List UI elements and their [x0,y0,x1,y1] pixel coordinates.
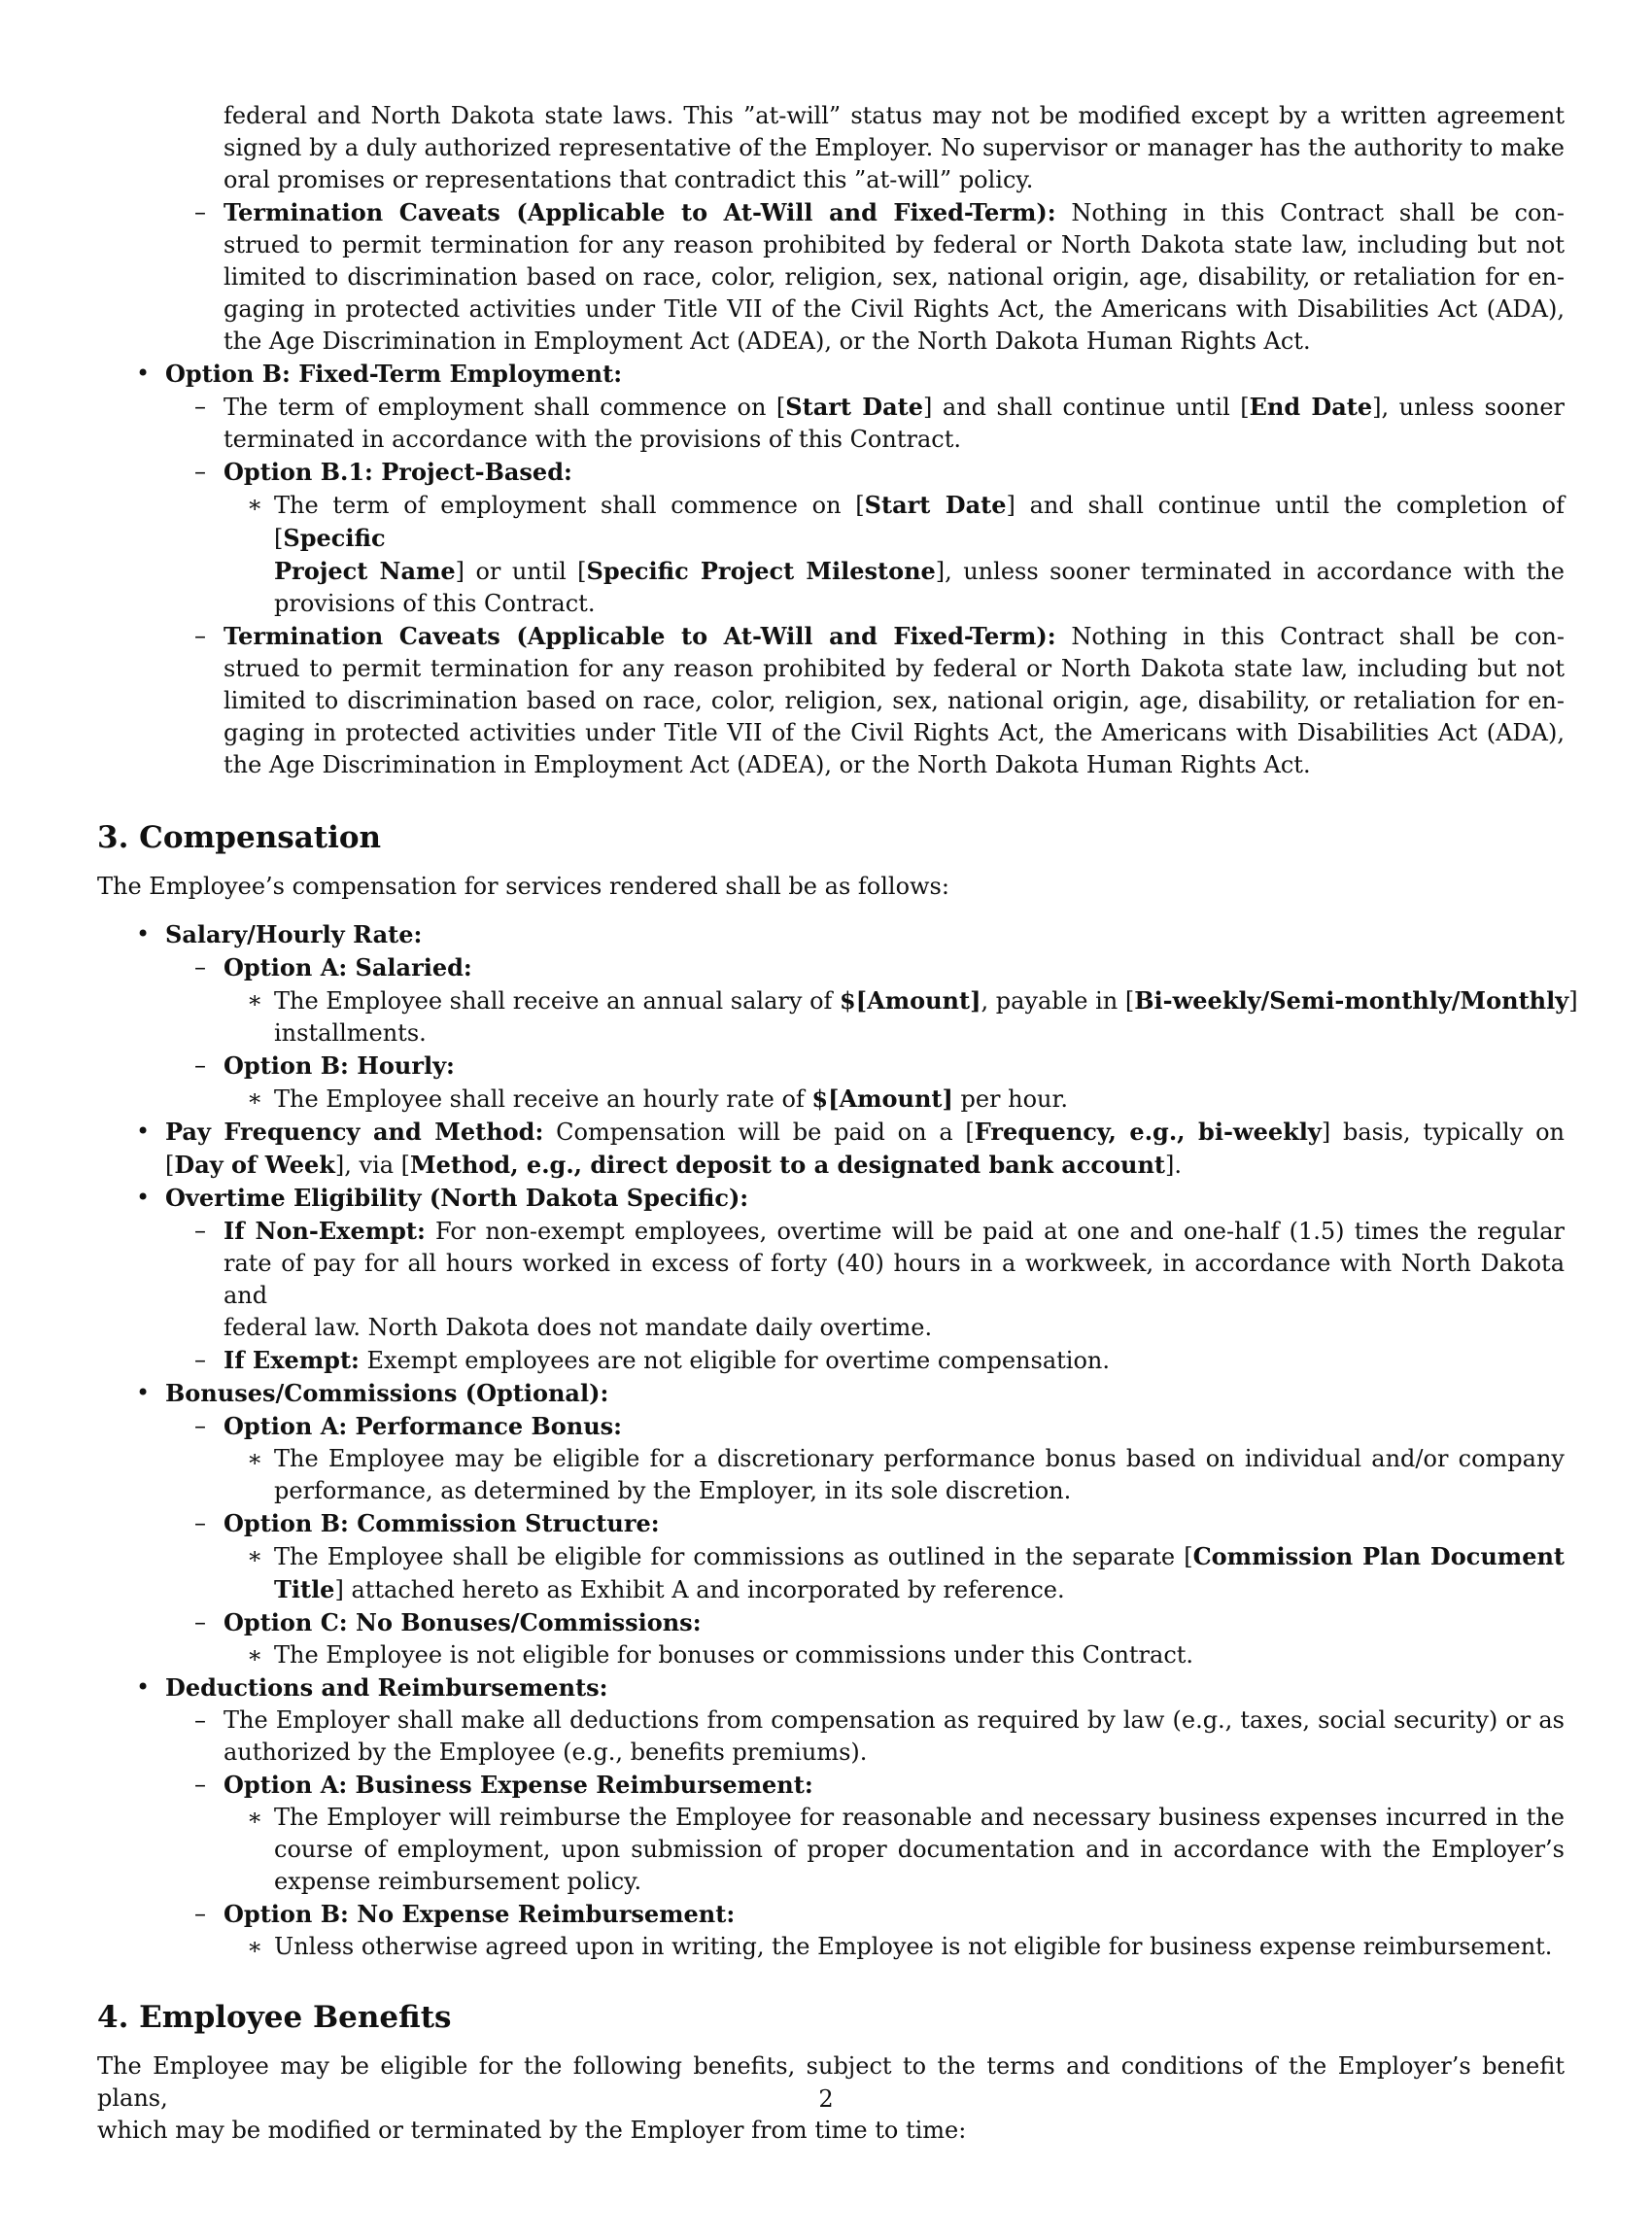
text-run: ], unless sooner [1372,394,1565,421]
commission-heading: Option B: Commission Structure: [224,1509,660,1537]
text-run: Exempt employees are not eligible for overtime compensation. [359,1347,1110,1374]
dash-marker: – [194,1346,206,1373]
text-run: ] [1568,987,1578,1015]
bullet-marker: • [136,360,151,387]
text-line: limited to discrimination based on race, color, religion, sex, national origin, age, disability, or retaliation for en- [224,263,1565,291]
text-line: authorized by the Employee (e.g., benefits premiums). [224,1739,868,1766]
text-line: Nothing in this Contract shall be con- [1071,623,1565,650]
dash-marker: – [194,393,206,420]
deductions-reimbursements [97,1671,1565,1963]
text-run: ], via [ [334,1152,411,1179]
dash-marker: – [194,1771,206,1798]
exempt-label: If Exempt: [224,1346,360,1374]
document-page [97,0,1578,2238]
text-run: The Employee shall be eligible for commissions as outlined in the separate [ [274,1543,1193,1570]
dash-marker: – [194,1217,206,1244]
text-line: federal and North Dakota state laws. This ”at-will” status may not be modified except by a written agreement [224,102,1565,129]
text-run: ] attached hereto as Exhibit A and incorporated by reference. [334,1576,1065,1603]
start-date-placeholder: Start Date [864,491,1007,519]
dash-marker: – [194,1900,206,1927]
star-marker: ∗ [247,1804,263,1831]
text-line: strued to permit termination for any reason prohibited by federal or North Dakota state law, including but not [224,231,1565,258]
text-run: , payable in [ [981,987,1135,1015]
dash-marker: – [194,1509,206,1536]
text-line: the Age Discrimination in Employment Act (ADEA), or the North Dakota Human Rights Act. [224,751,1311,778]
salary-hourly-rate [97,918,1578,1116]
day-placeholder: Day of Week [174,1151,335,1179]
reimbursement-heading: Option A: Business Expense Reimbursement: [224,1771,813,1799]
section-4-intro-line: The Employee may be eligible for the following benefits, subject to the terms and conditions of the Employer’s benefit plans, [97,2052,1565,2112]
caveat-label: Termination Caveats (Applicable to At-Will and Fixed-Term): [224,198,1056,226]
text-run: The term of employment shall commence on [ [224,394,786,421]
star-marker: ∗ [247,1445,263,1472]
text-run: The Employer shall make all deductions from compensation as required by law (e.g., taxes, social security) or as [224,1706,1565,1734]
text-line: strued to permit termination for any reason prohibited by federal or North Dakota state law, including but not [224,655,1565,682]
text-line: Nothing in this Contract shall be con- [1071,199,1565,226]
text-run: The Employee is not eligible for bonuses or commissions under this Contract. [274,1641,1194,1669]
text-line: gaging in protected activities under Title VII of the Civil Rights Act, the Americans with Disabilities Act (ADA), [224,719,1565,746]
salary-heading: Salary/Hourly Rate: [165,920,423,948]
option-b-heading: Option B: Fixed-Term Employment: [165,360,623,388]
page-number: 2 [818,2085,834,2113]
dash-marker: – [194,1608,206,1635]
at-will-continuation [97,100,1565,196]
pay-frequency-method [97,1116,1565,1182]
text-run: Compensation will be paid on a [ [543,1119,975,1146]
non-exempt-label: If Non-Exempt: [224,1217,426,1245]
amount-placeholder: $[Amount] [811,1085,953,1113]
text-line: expense reimbursement policy. [274,1868,642,1895]
text-line: federal law. North Dakota does not mandate daily overtime. [224,1314,933,1341]
text-run: ], unless sooner terminated in accordance with the [935,558,1565,585]
section-3-title: 3. Compensation [97,820,382,855]
dash-marker: – [194,953,206,981]
text-run: ] or until [ [455,558,587,585]
text-line: terminated in accordance with the provisions of this Contract. [224,426,961,453]
text-run: The Employee shall receive an annual salary of [274,987,841,1015]
text-line: rate of pay for all hours worked in excess of forty (40) hours in a workweek, in accordance with North Dakota and [224,1250,1565,1309]
text-run: The Employer will reimburse the Employee for reasonable and necessary business expenses incurred in the [274,1804,1565,1831]
bullet-marker: • [136,1184,151,1211]
section-3-intro: The Employee’s compensation for services rendered shall be as follows: [97,873,949,900]
text-run: ] and shall continue until [ [922,394,1250,421]
star-marker: ∗ [247,986,263,1014]
text-run: ] and shall continue until the completion of [ [274,492,1565,552]
dash-marker: – [194,1051,206,1079]
bullet-marker: • [136,920,151,947]
caveat-label: Termination Caveats (Applicable to At-Will and Fixed-Term): [224,622,1056,650]
text-run: The Employee may be eligible for a discretionary performance bonus based on individual and/or company [274,1445,1565,1472]
text-run: The Employee shall receive an hourly rate of [274,1085,812,1113]
text-run: ]. [1165,1152,1183,1179]
termination-caveats-2 [97,620,1565,781]
text-run: The term of employment shall commence on [ [274,492,865,519]
project-name-placeholder: Specific [283,524,386,552]
star-marker: ∗ [247,1933,263,1960]
bullet-marker: • [136,1118,151,1145]
text-run: ] basis, typically on [1321,1119,1565,1146]
option-b1-heading: Option B.1: Project-Based: [224,458,572,486]
text-line: installments. [274,1019,427,1047]
hourly-heading: Option B: Hourly: [224,1051,455,1080]
salaried-heading: Option A: Salaried: [224,953,472,981]
overtime-heading: Overtime Eligibility (North Dakota Specific): [165,1184,749,1212]
text-line: the Age Discrimination in Employment Act (ADEA), or the North Dakota Human Rights Act. [224,327,1311,355]
star-marker: ∗ [247,1641,263,1669]
frequency-placeholder: Frequency, e.g., bi-weekly [974,1118,1322,1146]
bonuses-commissions [97,1377,1565,1671]
milestone-placeholder: Specific Project Milestone [586,557,936,585]
end-date-placeholder: End Date [1249,393,1373,421]
text-run: Unless otherwise agreed upon in writing, the Employee is not eligible for business expense reimbursement. [274,1933,1553,1960]
text-line: oral promises or representations that contradict this ”at-will” policy. [224,166,1034,193]
dash-marker: – [194,198,206,225]
project-name-placeholder: Project Name [274,557,456,585]
bonus-heading: Bonuses/Commissions (Optional): [165,1379,609,1407]
dash-marker: – [194,622,206,649]
dash-marker: – [194,1412,206,1439]
performance-bonus-heading: Option A: Performance Bonus: [224,1412,623,1440]
star-marker: ∗ [247,1542,263,1569]
section-4-title: 4. Employee Benefits [97,2000,452,2035]
pay-label: Pay Frequency and Method: [165,1118,544,1146]
dash-marker: – [194,1706,206,1734]
section-4-intro-line: which may be modified or terminated by the Employer from time to time: [97,2117,967,2144]
text-line: gaging in protected activities under Title VII of the Civil Rights Act, the Americans with Disabilities Act (ADA), [224,295,1565,323]
dash-marker: – [194,458,206,485]
option-b-fixed-term [97,358,1565,620]
text-line: limited to discrimination based on race, color, religion, sex, national origin, age, disability, or retaliation for en- [224,687,1565,714]
bullet-marker: • [136,1673,151,1701]
text-run: per hour. [952,1085,1068,1113]
text-run: [ [165,1152,175,1179]
start-date-placeholder: Start Date [785,393,923,421]
method-placeholder: Method, e.g., direct deposit to a designated bank account [410,1151,1166,1179]
text-run: For non-exempt employees, overtime will be paid at one and one-half (1.5) times the regular [435,1218,1565,1245]
bullet-marker: • [136,1379,151,1406]
deductions-heading: Deductions and Reimbursements: [165,1673,608,1702]
text-line: performance, as determined by the Employer, in its sole discretion. [274,1477,1072,1504]
installments-placeholder: Bi-weekly/Semi-monthly/Monthly [1134,986,1569,1015]
commission-plan-placeholder: Commission Plan Document [1192,1542,1565,1570]
overtime-eligibility [97,1182,1565,1377]
termination-caveats-1 [97,196,1565,358]
amount-placeholder: $[Amount] [840,986,981,1015]
no-reimbursement-heading: Option B: No Expense Reimbursement: [224,1900,736,1928]
star-marker: ∗ [247,1085,263,1112]
text-line: signed by a duly authorized representative of the Employer. No supervisor or manager has the authority to make [224,134,1565,161]
text-line: provisions of this Contract. [274,590,596,617]
text-line: course of employment, upon submission of proper documentation and in accordance with the Employer’s [274,1836,1565,1863]
no-bonus-heading: Option C: No Bonuses/Commissions: [224,1608,702,1636]
commission-plan-placeholder: Title [274,1575,335,1603]
star-marker: ∗ [247,491,263,518]
